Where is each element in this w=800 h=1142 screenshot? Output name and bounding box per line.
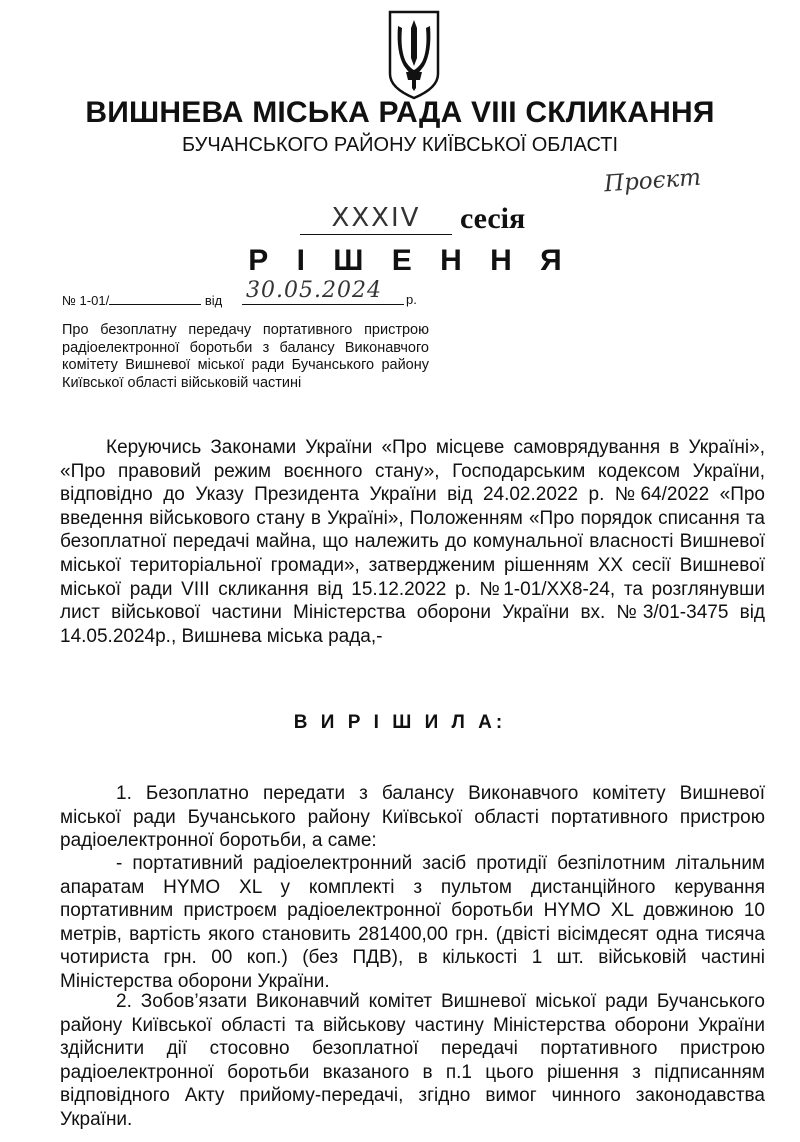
decision-title: Р І Ш Е Н Н Я bbox=[248, 244, 572, 277]
draft-mark: Проєкт bbox=[603, 164, 702, 198]
district-name: БУЧАНСЬКОГО РАЙОНУ КИЇВСЬКОЇ ОБЛАСТІ bbox=[181, 134, 618, 156]
year-suffix: р. bbox=[406, 292, 417, 307]
decision-number-row bbox=[62, 292, 222, 308]
number-blank bbox=[109, 292, 201, 305]
item-1-subitem: - портативний радіоелектронний засіб протидії безпілотним літальним апаратам HYMO XL у комплекті з пультом дистанційного керування портативним пристроєм радіоелектронної боротьби HYMO XL довжиною 10 метрів, вартість якого становить 281400,00 грн. (двісті вісімдесят одна тисяча чотириста грн. 00 коп.) (без ПДВ), в кількості 1 шт. військовій частині Міністерства оборони України. bbox=[60, 853, 765, 992]
preamble-paragraph: Керуючись Законами України «Про місцеве самоврядування в Україні», «Про правовий режим воєнного стану», Господарським кодексом України, відповідно до Указу Президента України від 24.02.2022 р. №64/2022 «Про введення військового стану в Україні», Положенням «Про порядок списання та безоплатної передачі майна, що належить до комунальної власності Вишневої міської територіальної громади», затвердженим рішенням XX сесії Вишневої міської ради VIII скликання від 15.12.2022 р. №1-01/XX8-24, та розглянувши лист військової частини Міністерства оборони України вх. №3/01-3475 від 14.05.2024р., Вишнева міська рада,- bbox=[60, 437, 765, 647]
item-1-paragraph: 1. Безоплатно передати з балансу Виконавчого комітету Вишневої міської ради Бучанського району Київської області портативного пристрою радіоелектронної боротьби, а саме: bbox=[60, 783, 765, 852]
decision-subject: Про безоплатну передачу портативного пристрою радіоелектронної боротьби з балансу Виконавчого комітету Вишневої міської ради Бучанського району Київської області військовій частині bbox=[62, 322, 429, 391]
date-prefix: від bbox=[204, 293, 223, 308]
resolved-heading: В И Р І Ш И Л А: bbox=[293, 712, 507, 733]
session-number: XXXIV bbox=[331, 203, 421, 233]
item-2-paragraph: 2. Зобов’язати Виконавчий комітет Вишневої міської ради Бучанського району Київської області та військову частину Міністерства оборони України здійснити дії стосовно безоплатної передачі портативного пристрою радіоелектронної боротьби вказаного в п.1 цього рішення з підписанням відповідного Акту прийому-передачі, згідно вимог чинного законодавства України. bbox=[60, 991, 765, 1130]
session-label: сесія bbox=[460, 202, 526, 235]
decision-date: 30.05.2024 bbox=[246, 278, 382, 303]
number-prefix: № 1-01/ bbox=[62, 293, 110, 308]
council-name: ВИШНЕВА МІСЬКА РАДА VIII СКЛИКАННЯ bbox=[85, 96, 715, 129]
coat-of-arms-icon bbox=[386, 8, 442, 100]
